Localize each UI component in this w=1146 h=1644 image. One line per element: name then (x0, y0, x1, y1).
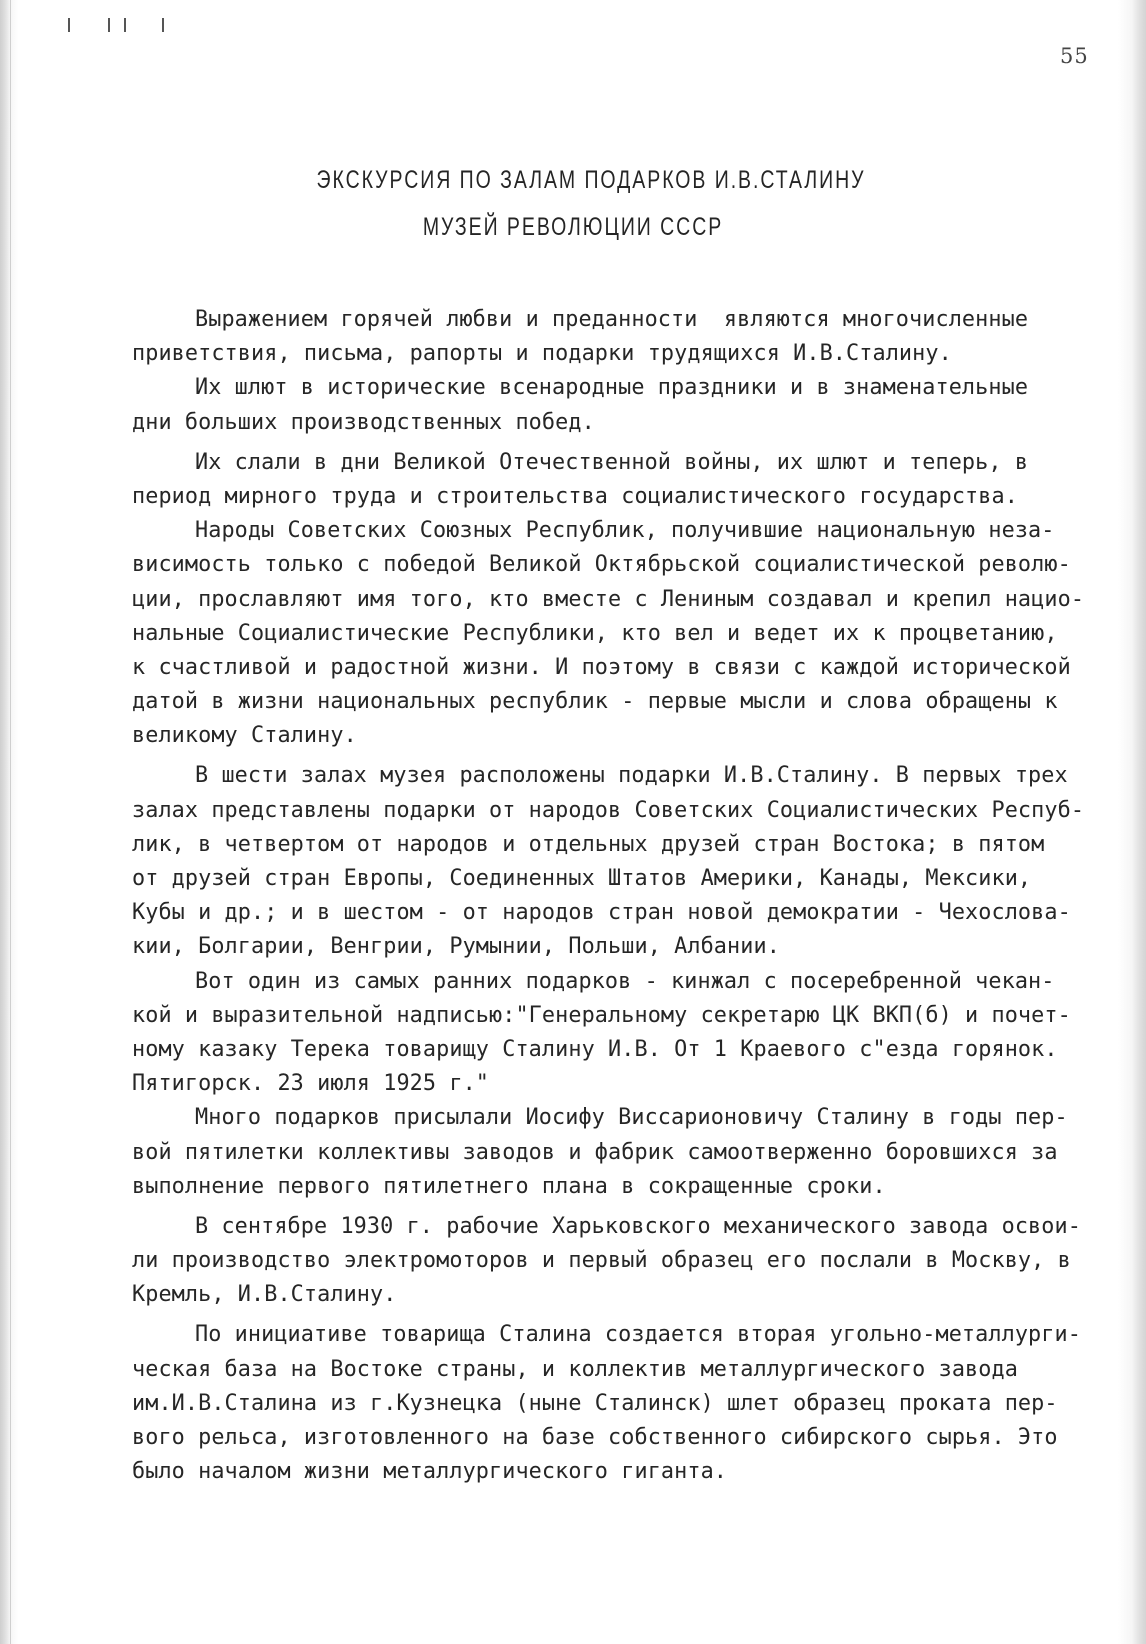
binding-marks (60, 18, 200, 38)
text-line: Вот один из самых ранних подарков - кинжал с посеребренной чекан- (195, 968, 1055, 994)
text-line: Много подарков присылали Иосифу Виссарионовичу Сталину в годы пер- (195, 1105, 1068, 1131)
text-line: Выражением горячей любви и преданности являются многочисленные (195, 307, 1029, 332)
text-line: В шести залах музея расположены подарки И.В.Сталину. В первых трех (195, 763, 1068, 789)
text-line: Народы Советских Союзных Республик, получившие национальную неза- (195, 518, 1055, 544)
text-line: великому Сталину. (132, 723, 357, 749)
text-line: к счастливой и радостной жизни. И поэтому в связи с каждой исторической (132, 654, 1071, 680)
document-body (132, 303, 1085, 1489)
text-line: Пятигорск. 23 июля 1925 г." (132, 1071, 490, 1097)
text-line: висимость только с победой Великой Октябрьской социалистической револю- (132, 552, 1071, 578)
page-number: 55 (1060, 44, 1089, 68)
text-line: По инициативе товарища Сталина создается вторая угольно-металлурги- (195, 1322, 1081, 1348)
text-line: ческая база на Востоке страны, и коллектив металлургического завода (132, 1356, 1018, 1382)
scan-edge-shadow-left (0, 0, 10, 1644)
text-line: им.И.В.Сталина из г.Кузнецка (ныне Сталинск) шлет образец проката пер- (132, 1390, 1058, 1416)
text-line: Кубы и др.; и в шестом - от народов стран новой демократии - Чехослова- (132, 900, 1071, 926)
binding-mark (124, 18, 126, 32)
scan-edge-shadow-right (1132, 0, 1146, 1644)
text-line: было началом жизни металлургического гиганта. (132, 1459, 728, 1485)
text-line: залах представлены подарки от народов Советских Социалистических Респуб- (132, 797, 1085, 823)
text-line: вого рельса, изготовленного на базе собственного сибирского сырья. Это (132, 1425, 1058, 1450)
binding-mark (108, 18, 110, 32)
text-line: Кремль, И.В.Сталину. (132, 1282, 397, 1308)
text-line: Их слали в дни Великой Отечественной войны, их шлют и теперь, в (195, 449, 1029, 475)
text-line: кии, Болгарии, Венгрии, Румынии, Польши, Албании. (132, 934, 780, 960)
text-line: датой в жизни национальных республик - первые мысли и слова обращены к (132, 689, 1058, 715)
text-line: ли производство электромоторов и первый образец его послали в Москву, в (132, 1248, 1071, 1274)
text-line: лик, в четвертом от народов и отдельных друзей стран Востока; в пятом (132, 831, 1045, 857)
document-title: ЭКСКУРСИЯ ПО ЗАЛАМ ПОДАРКОВ И.В.СТАЛИНУ (316, 166, 866, 194)
text-line: дни больших производственных побед. (132, 409, 595, 435)
text-line: период мирного труда и строительства социалистического государства. (132, 483, 1018, 509)
binding-mark (162, 18, 164, 32)
document-subtitle: МУЗЕЙ РЕВОЛЮЦИИ СССР (422, 213, 724, 241)
text-line: ции, прославляют имя того, кто вместе с Лениным создавал и крепил нацио- (132, 586, 1085, 612)
text-line: нальные Социалистические Республики, кто вел и ведет их к процветанию, (132, 620, 1058, 646)
text-line: вой пятилетки коллективы заводов и фабрик самоотверженно боровшихся за (132, 1139, 1058, 1165)
text-line: приветствия, письма, рапорты и подарки трудящихся И.В.Сталину. (132, 341, 952, 367)
text-line: Их шлют в исторические всенародные праздники и в знаменательные (195, 375, 1029, 401)
page-margin-line (10, 0, 11, 1644)
text-line: ному казаку Терека товарищу Сталину И.В. От 1 Краевого с"езда горянок. (132, 1036, 1058, 1062)
text-line: выполнение первого пятилетнего плана в сокращенные сроки. (132, 1173, 886, 1199)
text-line: от друзей стран Европы, Соединенных Штатов Америки, Канады, Мексики, (132, 866, 1032, 891)
text-line: кой и выразительной надписью:"Генеральному секретарю ЦК ВКП(б) и почет- (132, 1002, 1071, 1028)
text-line: В сентябре 1930 г. рабочие Харьковского механического завода освои- (195, 1213, 1081, 1239)
binding-mark (68, 18, 70, 32)
